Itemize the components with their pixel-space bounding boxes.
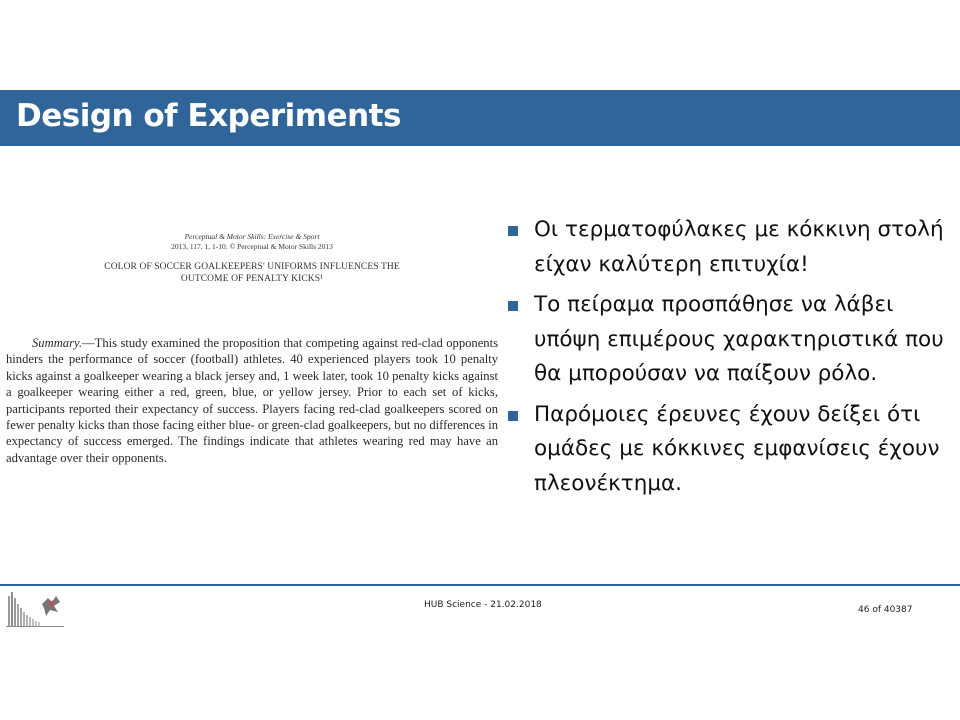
bullet-list <box>508 213 948 507</box>
bullet-item <box>508 213 948 282</box>
paper-citation: 2013, 117, 1, 1-10. © Perceptual & Motor Skills 2013 <box>171 242 333 251</box>
footer-event: HUB Science - 21.02.2018 <box>424 600 542 610</box>
square-bullet-icon <box>508 301 518 311</box>
paper-summary <box>6 335 498 466</box>
paper-heading-line1: COLOR OF SOCCER GOALKEEPERS' UNIFORMS INFLUENCES THE <box>104 262 400 272</box>
bullet-text: Το πείραμα προσπάθησε να λάβει υπόψη επιμέρους χαρακτηριστικά που θα μπορούσαν να παίξουν ρόλο. <box>534 292 944 386</box>
paper-heading-line2: OUTCOME OF PENALTY KICKS¹ <box>180 274 324 284</box>
hub-logo-icon <box>6 588 64 628</box>
square-bullet-icon <box>508 226 518 236</box>
footer-divider <box>0 584 960 586</box>
slide-title: Design of Experiments <box>16 98 401 134</box>
footer-page-number: 46 of 40387 <box>858 605 913 615</box>
paper-summary-body: —This study examined the proposition that competing against red-clad opponents hinders the performance of soccer (football) athletes. 40 experienced players took 10 penalty kicks against a goalkeeper wearing a black jersey and, 1 week later, took 10 penalty kicks against a goalkeeper wearing either a red, green, blue, or yellow jersey. Prior to each set of kicks, participants reported their expectancy of success. Players facing red-clad goalkeepers scored on fewer penalty kicks than those facing either blue- or green-clad goalkeepers, but no differences in expectancy of success emerged. The findings indicate that athletes wearing red may have an advantage over their opponents. <box>6 336 498 465</box>
bullet-text: Παρόμοιες έρευνες έχουν δείξει ότι ομάδες με κόκκινες εμφανίσεις έχουν πλεονέκτημα. <box>534 401 940 496</box>
bullet-item <box>508 398 948 502</box>
paper-summary-lead: Summary. <box>32 336 83 350</box>
bullet-text: Οι τερματοφύλακες με κόκκινη στολή είχαν καλύτερη επιτυχία! <box>534 217 944 277</box>
paper-excerpt <box>6 232 498 466</box>
square-bullet-icon <box>508 411 518 421</box>
paper-journal: Perceptual & Motor Skills: Exercise & Sport <box>184 232 320 241</box>
paper-heading <box>6 261 498 285</box>
title-bar <box>0 90 960 146</box>
bullet-item <box>508 288 948 392</box>
